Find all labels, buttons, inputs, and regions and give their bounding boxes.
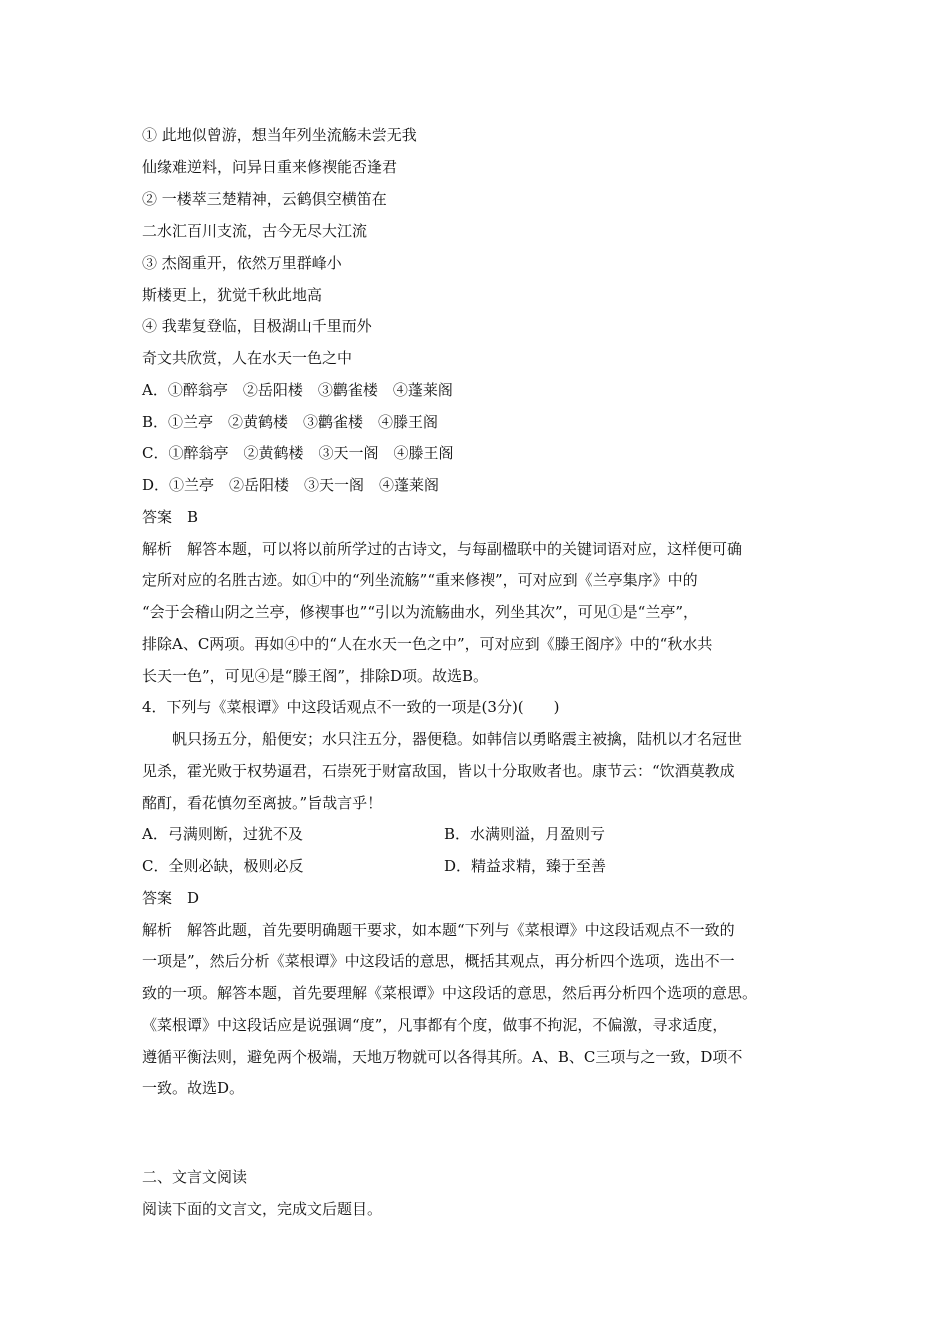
q3-option-b: B．①兰亭 ②黄鹤楼 ③鹳雀楼 ④滕王阁	[142, 413, 439, 431]
q3-option-c: C．①醉翁亭 ②黄鹤楼 ③天一阁 ④滕王阁	[142, 444, 454, 462]
couplet-line: ③ 杰阁重开，依然万里群峰小	[142, 254, 342, 272]
q4-option-a: A．弓满则断，过犹不及	[142, 825, 303, 843]
couplet-line: 奇文共欣赏，人在水天一色之中	[142, 349, 353, 367]
q4-option-c: C．全则必缺，极则必反	[142, 857, 304, 875]
section-heading: 二、文言文阅读	[142, 1168, 248, 1186]
q3-analysis-line: 排除A、C两项。再如④中的“人在水天一色之中”，可对应到《滕王阁序》中的“秋水共	[142, 635, 713, 653]
q4-analysis-line: 《菜根谭》中这段话应是说强调“度”，凡事都有个度，做事不拘泥，不偏激，寻求适度，	[142, 1016, 728, 1034]
q4-analysis-line: 解析 解答此题，首先要明确题干要求，如本题“下列与《菜根谭》中这段话观点不一致的	[142, 921, 735, 939]
q4-stem: 4．下列与《菜根谭》中这段话观点不一致的一项是(3分)( )	[142, 698, 560, 716]
q4-answer: 答案 D	[142, 889, 200, 907]
q3-analysis-line: “会于会稽山阴之兰亭，修禊事也”“引以为流觞曲水，列坐其次”，可见①是“兰亭”，	[142, 603, 699, 621]
q4-passage-line: 帆只扬五分，船便安；水只注五分，器便稳。如韩信以勇略震主被擒，陆机以才名冠世	[172, 730, 743, 748]
q4-analysis-line: 一项是”，然后分析《菜根谭》中这段话的意思，概括其观点，再分析四个选项，选出不一	[142, 952, 735, 970]
couplet-line: ① 此地似曾游，想当年列坐流觞未尝无我	[142, 126, 417, 144]
q4-option-b: B．水满则溢，月盈则亏	[444, 825, 606, 843]
q3-option-a: A．①醉翁亭 ②岳阳楼 ③鹳雀楼 ④蓬莱阁	[142, 381, 453, 399]
couplet-line: 仙缘难逆料，问异日重来修禊能否逢君	[142, 158, 398, 176]
q4-analysis-line: 遵循平衡法则，避免两个极端，天地万物就可以各得其所。A、B、C三项与之一致，D项不	[142, 1048, 743, 1066]
q3-analysis-line: 长天一色”，可见④是“滕王阁”，排除D项。故选B。	[142, 667, 489, 685]
couplet-line: 斯楼更上，犹觉千秋此地高	[142, 286, 323, 304]
q4-passage-line: 酩酊，看花慎勿至离披。”旨哉言乎！	[142, 794, 383, 812]
q3-analysis-line: 解析 解答本题，可以将以前所学过的古诗文，与每副楹联中的关键词语对应，这样便可确	[142, 540, 743, 558]
q4-passage-line: 见杀，霍光败于权势逼君，石崇死于财富敌国，皆以十分取败者也。康节云：“饮酒莫教成	[142, 762, 735, 780]
couplet-line: 二水汇百川支流，古今无尽大江流	[142, 222, 368, 240]
section-instruction: 阅读下面的文言文，完成文后题目。	[142, 1200, 383, 1218]
q3-answer: 答案 B	[142, 508, 199, 526]
couplet-line: ④ 我辈复登临，目极湖山千里而外	[142, 317, 372, 335]
q4-analysis-line: 一致。故选D。	[142, 1079, 245, 1097]
q4-option-d: D．精益求精，臻于至善	[444, 857, 607, 875]
q3-analysis-line: 定所对应的名胜古迹。如①中的“列坐流觞”“重来修禊”，可对应到《兰亭集序》中的	[142, 571, 698, 589]
q4-analysis-line: 致的一项。解答本题，首先要理解《菜根谭》中这段话的意思，然后再分析四个选项的意思。	[142, 984, 758, 1002]
couplet-line: ② 一楼萃三楚精神，云鹤俱空横笛在	[142, 190, 387, 208]
q3-option-d: D．①兰亭 ②岳阳楼 ③天一阁 ④蓬莱阁	[142, 476, 440, 494]
